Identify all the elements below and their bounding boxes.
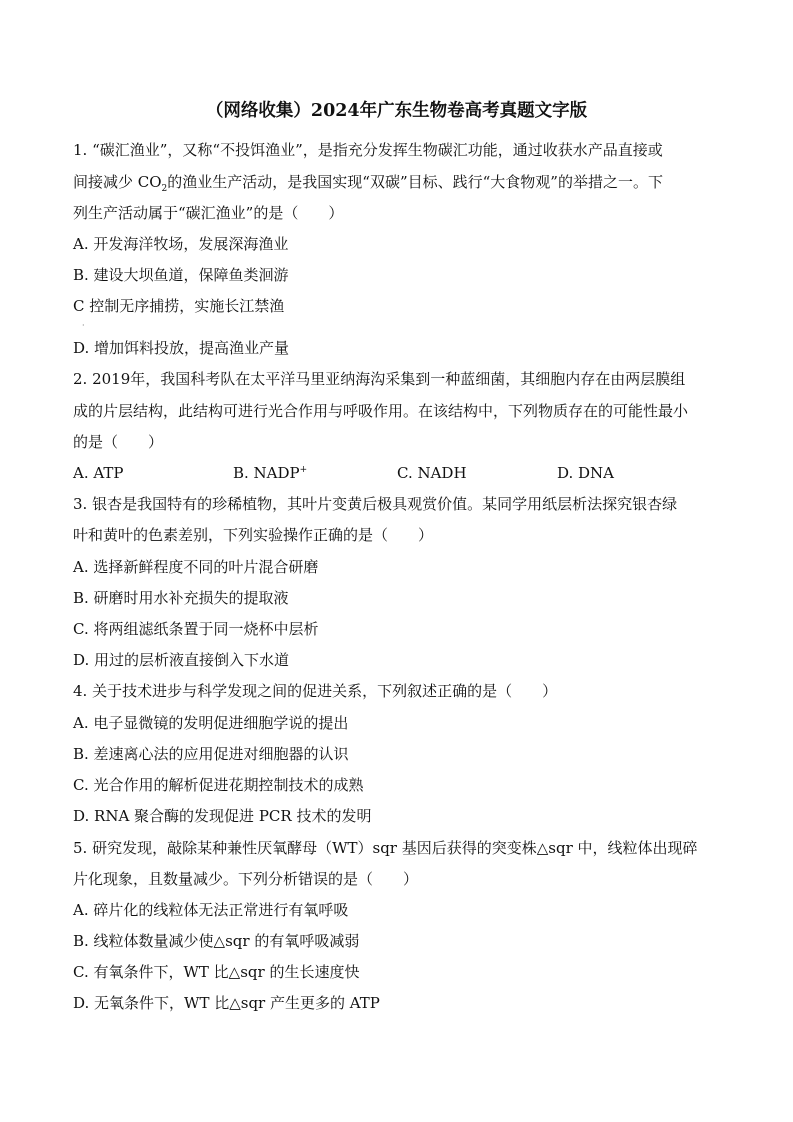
q1-stem-line-2-a: 间接减少 CO (73, 173, 162, 191)
q1-option-c: C 控制无序捕捞，实施长江禁渔 (73, 297, 285, 315)
q5-option-c: C. 有氧条件下，WT 比△sqr 的生长速度快 (73, 963, 360, 981)
q3-option-c: C. 将两组滤纸条置于同一烧杯中层析 (73, 620, 319, 638)
q1-option-d: D. 增加饵料投放，提高渔业产量 (73, 339, 290, 357)
q2-option-d: D. DNA (557, 464, 615, 482)
q4-option-b: B. 差速离心法的应用促进对细胞器的认识 (73, 745, 349, 763)
q1-option-a: A. 开发海洋牧场，发展深海渔业 (73, 235, 289, 253)
q4-stem-line-1: 4. 关于技术进步与科学发现之间的促进关系，下列叙述正确的是（ ） (73, 682, 558, 700)
nadp-superscript: + (299, 465, 308, 475)
q2-option-c: C. NADH (397, 464, 467, 482)
q4-option-c: C. 光合作用的解析促进花期控制技术的成熟 (73, 776, 364, 794)
q2-stem-line-2: 成的片层结构，此结构可进行光合作用与呼吸作用。在该结构中，下列物质存在的可能性最小 (73, 402, 689, 420)
q1-option-c-dot: · (82, 321, 85, 330)
q1-option-b: B. 建设大坝鱼道，保障鱼类洄游 (73, 266, 289, 284)
co2-subscript: 2 (161, 184, 168, 194)
q5-option-d: D. 无氧条件下，WT 比△sqr 产生更多的 ATP (73, 994, 380, 1012)
q5-stem-line-2: 片化现象，且数量减少。下列分析错误的是（ ） (73, 870, 419, 888)
q3-stem-line-1: 3. 银杏是我国特有的珍稀植物，其叶片变黄后极具观赏价值。某同学用纸层析法探究银杏绿 (73, 495, 678, 513)
q4-option-a: A. 电子显微镜的发明促进细胞学说的提出 (73, 714, 349, 732)
q3-stem-line-2: 叶和黄叶的色素差别，下列实验操作正确的是（ ） (73, 526, 434, 544)
q3-option-b: B. 研磨时用水补充损失的提取液 (73, 589, 289, 607)
q2-stem-line-1: 2. 2019年，我国科考队在太平洋马里亚纳海沟采集到一种蓝细菌，其细胞内存在由两层膜组 (73, 370, 686, 388)
q3-option-a: A. 选择新鲜程度不同的叶片混合研磨 (73, 558, 319, 576)
q1-stem-line-2 (73, 172, 663, 192)
q2-stem-line-3: 的是（ ） (73, 433, 164, 451)
q2-option-a: A. ATP (73, 464, 124, 482)
q5-stem-line-1: 5. 研究发现，敲除某种兼性厌氧酵母（WT）sqr 基因后获得的突变株△sqr 中，线粒体出现碎 (73, 839, 698, 857)
q1-stem-line-3: 列生产活动属于“碳汇渔业”的是（ ） (73, 204, 344, 222)
q5-option-a: A. 碎片化的线粒体无法正常进行有氧呼吸 (73, 901, 349, 919)
q5-option-b: B. 线粒体数量减少使△sqr 的有氧呼吸减弱 (73, 932, 360, 950)
page-title: （网络收集）2024年广东生物卷高考真题文字版 (205, 101, 588, 121)
q3-option-d: D. 用过的层析液直接倒入下水道 (73, 651, 290, 669)
q2-option-b (233, 463, 307, 483)
q1-stem-line-2-b: 的渔业生产活动，是我国实现“双碳”目标、践行“大食物观”的举措之一。下 (167, 173, 663, 191)
q1-stem-line-1: 1. “碳汇渔业”，又称“不投饵渔业”，是指充分发挥生物碳汇功能，通过收获水产品直接或 (73, 141, 663, 159)
q4-option-d: D. RNA 聚合酶的发现促进 PCR 技术的发明 (73, 807, 372, 825)
q2-option-b-text: B. NADP (233, 464, 300, 482)
